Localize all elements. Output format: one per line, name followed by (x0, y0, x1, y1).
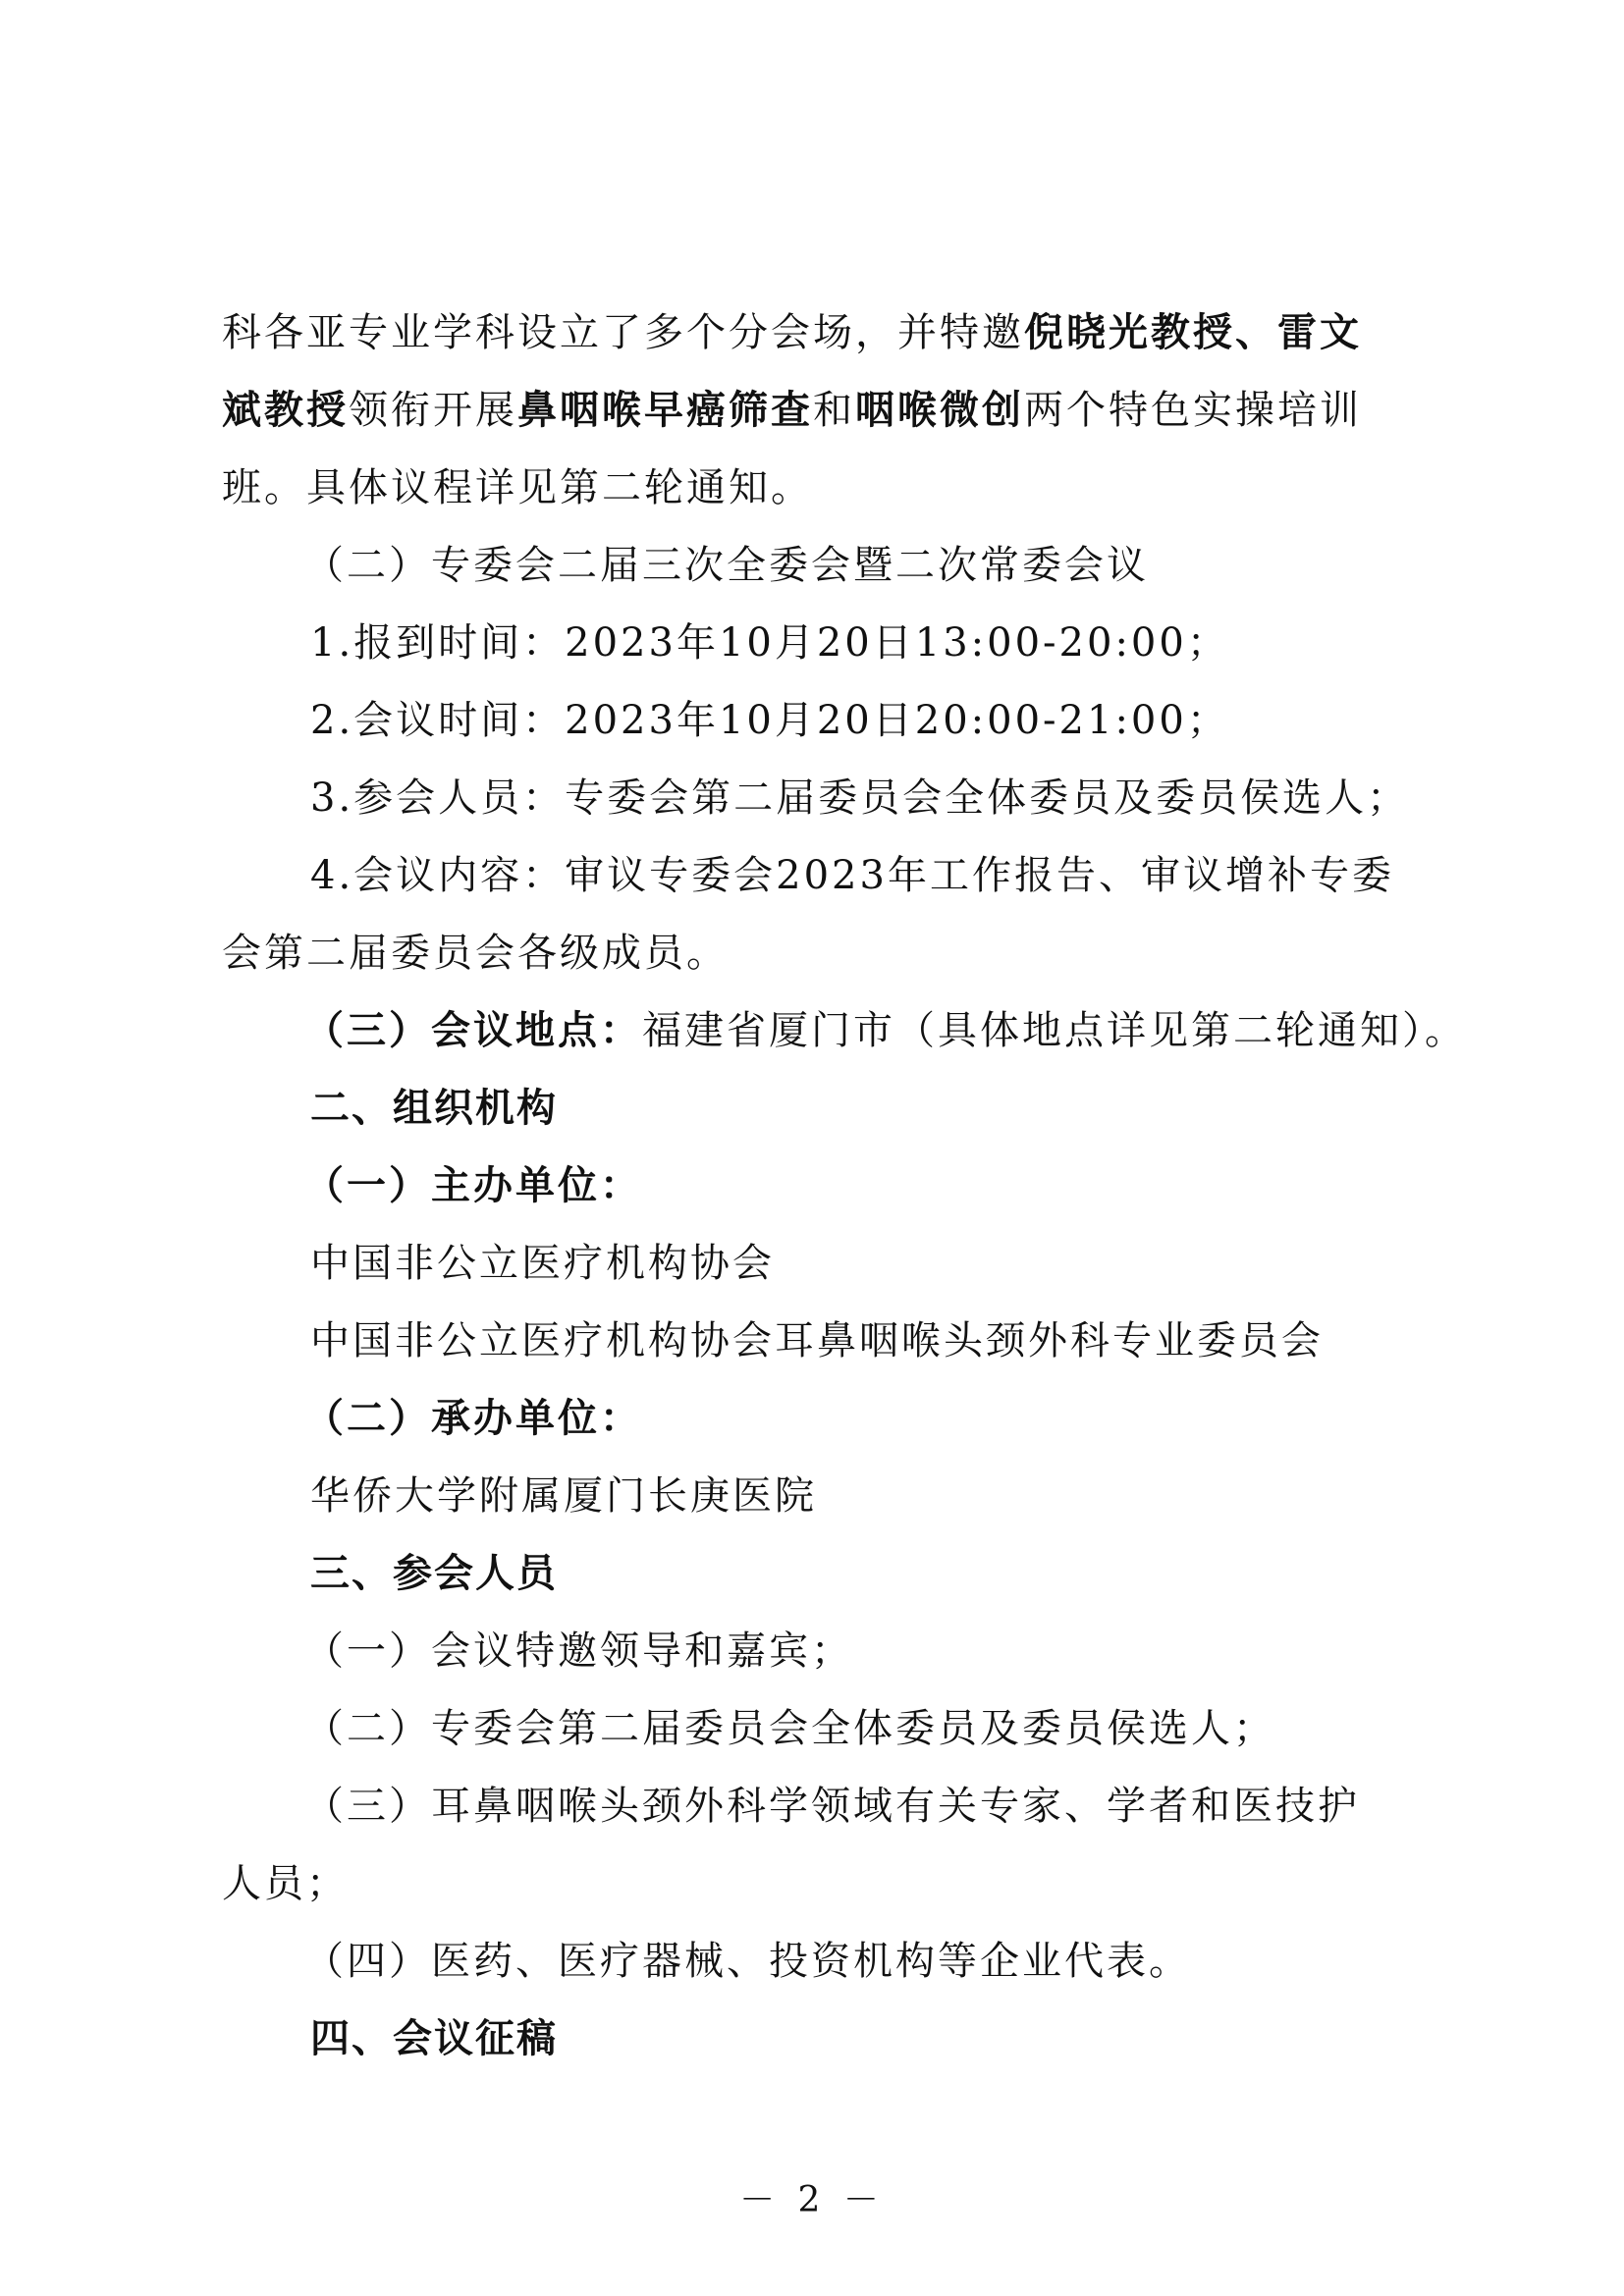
highlighted-course: 鼻咽喉早癌筛查 (517, 387, 813, 433)
meeting-item-content-cont: 会第二届委员会各级成员。 (222, 931, 729, 976)
host-label: （一）主办单位： (304, 1162, 642, 1208)
attendee-item-1: （一）会议特邀领导和嘉宾； (304, 1629, 853, 1674)
venue-text: 福建省厦门市（具体地点详见第二轮通知）。 (642, 1008, 1467, 1053)
attendee-item-2: （二）专委会第二届委员会全体委员及委员侯选人； (304, 1706, 1275, 1751)
highlighted-names: 倪晓光教授、雷文 (1024, 309, 1362, 355)
meeting-subtitle: （二）专委会二届三次全委会暨二次常委会议 (304, 543, 1149, 588)
venue-line (304, 1005, 1467, 1056)
attendee-item-3-cont: 人员； (222, 1861, 349, 1906)
paragraph-line-3: 班。具体议程详见第二轮通知。 (222, 465, 813, 510)
organizer-1: 华侨大学附属厦门长庚医院 (310, 1473, 817, 1519)
host-organization-1: 中国非公立医疗机构协会 (310, 1241, 775, 1286)
section-heading-organization: 二、组织机构 (310, 1086, 558, 1131)
meeting-item-time: 2.会议时间：2023年10月20日20:00-21:00； (310, 698, 1229, 743)
paragraph-text: 两个特色实操培训 (1024, 388, 1362, 433)
host-organization-2: 中国非公立医疗机构协会耳鼻咽喉头颈外科专业委员会 (310, 1318, 1324, 1363)
meeting-item-registration: 1.报到时间：2023年10月20日13:00-20:00； (310, 620, 1229, 666)
page-number: － 2 － (739, 2180, 885, 2220)
organizer-label: （二）承办单位： (304, 1395, 642, 1441)
venue-label: （三）会议地点： (304, 1007, 642, 1053)
meeting-item-content: 4.会议内容：审议专委会2023年工作报告、审议增补专委 (310, 853, 1394, 898)
meeting-item-attendees: 3.参会人员：专委会第二届委员会全体委员及委员侯选人； (310, 775, 1410, 821)
paragraph-text: 和 (813, 388, 855, 433)
attendee-item-3: （三）耳鼻咽喉头颈外科学领域有关专家、学者和医技护 (304, 1784, 1360, 1829)
section-heading-papers: 四、会议征稿 (310, 2016, 558, 2061)
paragraph-text: 科各亚专业学科设立了多个分会场，并特邀 (222, 310, 1024, 355)
section-heading-attendees: 三、参会人员 (310, 1551, 558, 1596)
paragraph-text: 领衔开展 (349, 388, 517, 433)
attendee-item-4: （四）医药、医疗器械、投资机构等企业代表。 (304, 1939, 1191, 1984)
paragraph-line-2 (222, 385, 1362, 436)
paragraph-line-1 (222, 307, 1362, 358)
highlighted-course: 咽喉微创 (855, 387, 1024, 433)
highlighted-name: 斌教授 (222, 387, 349, 433)
